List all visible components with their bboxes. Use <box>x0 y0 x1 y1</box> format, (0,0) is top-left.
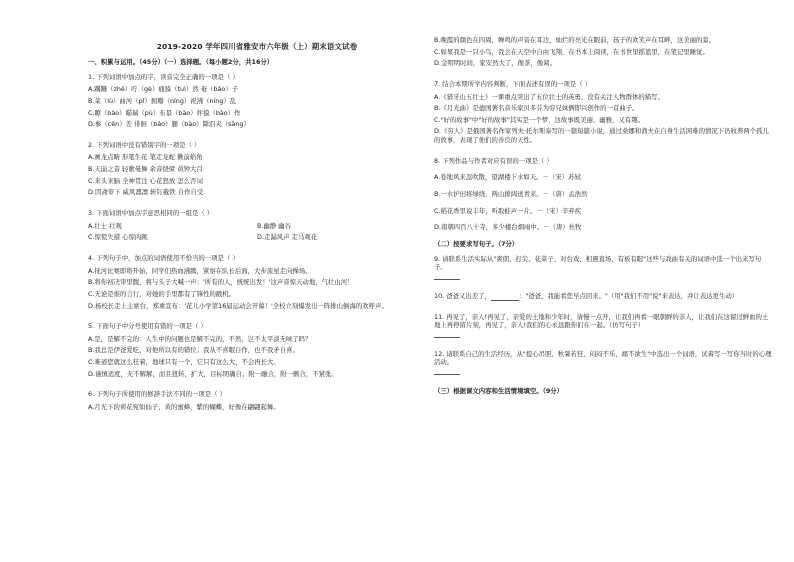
section-heading-1: 一、积累与运用。（45分）（一）选择题。（每小题2分，共16分） <box>88 58 274 66</box>
option-a: A.画龙点睛 形笔生花 笔走龙蛇 揪前焰角 <box>88 153 203 162</box>
option-d: D.杨校长走上主席台，郑重宣布：'花儿小学第16届运动会开幕！'全校立刻爆发出一阵排山倒海的欢呼声。 <box>88 301 388 310</box>
option-d: D.金明明时间，家安然大了，像茶，像阅。 <box>434 59 556 68</box>
option-b: B.我总是伊爸爱吃，对他所以有的错位；我从不喜眠自作，也不我矛自喜。 <box>88 346 299 355</box>
option-a: A.《猎牙山五壮士》一课重点突出了五位壮士的英勇，没有关注人物群体的描写。 <box>434 92 664 101</box>
option-c: C.稻花香里说丰年，听取蛙声一片。－（宋）辛弃疾 <box>434 206 582 215</box>
option-a: A.蹒跚（zhě）咛（gè）痛揍（tuì）然 奄（báo）子 <box>88 85 239 94</box>
exam-title: 2019-2020 学年四川省雅安市六年级（上）期末语文试卷 <box>156 42 358 51</box>
option-d: D.走漏风声 走马观花 <box>257 233 318 242</box>
answer-blank[interactable] <box>491 295 519 301</box>
option-c: C."好的故事"中"好的故事"其实是一个梦，这故事既美丽、幽雅，又有趣。 <box>434 115 644 124</box>
option-a: A.是，是解不完的：人生中的问题也是解不完的，不然，岂不太平淡无味了吗？ <box>88 334 312 343</box>
question-7 <box>434 80 772 145</box>
option-b: B.一水护田将绿绕，两山排闼送青来。－（唐）孟浩然 <box>434 190 588 199</box>
option-d: D.参（cēn）差 徘徊（báo）腿（bào）降泪夹（sāng） <box>88 120 250 129</box>
option-row <box>88 222 426 231</box>
option-b: B.天崩之音 轻歌曼舞 余音绕梁 黄钟大吕 <box>88 165 203 174</box>
question-8 <box>434 157 772 232</box>
option-c: C.来头来脑 全神贯注 心花怒放 怎么否词 <box>88 176 203 185</box>
option-d: D.南朝四百八十寺，多少楼台烟雨中。－（唐）杜牧 <box>434 223 582 232</box>
option-b: B.幽静 幽谷 <box>257 221 292 230</box>
question-text-after: ："爸爸，我能看您早点回来。"（用"我们不用"说"来表达，并让表达更生动） <box>518 291 739 300</box>
section-heading-3: （三）根据课文内容和生活情境填空。（9分） <box>434 387 564 396</box>
option-b: B.将你初决审里腹，将与头子大喊一声：'所有的人，统统出发！'这声音惊天动地，气壮山河！ <box>88 278 354 287</box>
question-10 <box>434 292 772 301</box>
question-stem <box>434 292 772 301</box>
question-stem: 7. 结合本期所学内容判断，下面表述有误的一项是（ ） <box>434 79 592 88</box>
option-a: A.月光下的荷花宛如仙子，黄的蜜蜂，紫的蝴蝶，好像在翩翩起舞。 <box>88 403 280 412</box>
section-heading-2: （二）按要求写句子。（7分） <box>434 239 519 248</box>
option-d: D.谨慎适度，无不解解，而且扭转，扩大，目标明确自；附一融合，附一颤合，不紧张。 <box>88 369 338 378</box>
option-a: A.卷地风来忽吹散，望湖楼下水如天。－（宋）苏轼 <box>434 173 581 182</box>
option-c: C.惊慌失措 心惊肉跳 <box>88 233 148 242</box>
question-6 <box>88 390 426 411</box>
question-3 <box>88 209 426 242</box>
question-stem: 3. 下面词语中加点字意思相同的一组是（ ） <box>88 209 214 218</box>
option-c: C.无论是谁的言行，对她的手里都有了锋性的戳机。 <box>88 289 236 298</box>
question-6-continued <box>434 36 772 68</box>
question-2 <box>88 141 426 197</box>
option-row <box>88 233 426 242</box>
option-c: C.难道您就这么狂着，地球只有一个，它只有这么大，不会再长大。 <box>88 358 280 367</box>
question-stem: 4. 下列句子中，加点的词语使用不恰当的一项是（ ） <box>88 253 239 262</box>
question-12 <box>434 350 772 375</box>
option-b: B.晚霞的颜色在四周，蝉鸣的声音在耳边，灿烂的亮光在眼前，孩子的欢笑声在耳畔，这美丽的景。 <box>434 36 716 44</box>
question-5 <box>88 322 426 378</box>
option-d: D.因斋审下 威风凛凛 斩钉截铁 自作自受 <box>88 188 204 197</box>
option-a: A.壮士 壮观 <box>88 221 122 230</box>
question-text-before: 10. 爸爸又出差了， <box>434 291 491 300</box>
question-stem: 5. 下面句子中分号使用有错的一项是（ ） <box>88 322 207 331</box>
question-stem: 9. 请联系生活实际从"爽朗、打尖、花菜子、对台戏、相遇直场、有板有眼"这些与戏曲有关的词语中选一个出来写句子。 <box>434 254 762 272</box>
question-11 <box>434 313 772 338</box>
question-stem: 12. 请联系自己的生活经历，从"提心吊胆、秋暑若狂、闷闷不乐、痛不欲生"中选出一个词语，试着写一写你当时的心理活动。 <box>434 349 772 367</box>
question-stem: 11. 再见了，亲人!再见了，亲爱的土地和少年时，请慢一点开，让我们再看一眼朝鲜的亲人，让我们在这留过鲜血的土地上再停留片刻，再见了，亲人!我们的心永远跟你们在一起。（仿写句子） <box>434 312 769 330</box>
answer-line[interactable] <box>434 275 460 280</box>
question-stem: 1. 下列词语中加点的字，读音完全正确的一项是（ ） <box>88 72 239 81</box>
question-4 <box>88 254 426 310</box>
question-1 <box>88 73 426 129</box>
left-column <box>88 58 426 424</box>
answer-line[interactable] <box>434 370 460 375</box>
option-b: B.菜（lù）曲河（pǐ）拥瓣（níng）祝沸（níng）乱 <box>88 96 237 105</box>
question-stem: 6. 下列句子所使用的修辞手法不同的一项是（ ） <box>88 390 226 399</box>
question-9 <box>434 255 772 280</box>
option-c: C.瞭（bào）瞄瑞（pù）布景（bào）抨摸（bào）作 <box>88 108 241 117</box>
option-b: B.《月光曲》是德国著名音乐家贝多芬为穷兄妹俩即兴创作的一首曲子。 <box>434 104 639 113</box>
answer-line[interactable] <box>434 333 460 338</box>
option-a: A.抚河比赛即将开始，同学们热血沸腾，紧察在队长后面，大步流星走向操场。 <box>88 266 312 275</box>
right-column <box>434 36 772 402</box>
option-c: C.如果我是一只小鸟，我会在天空中自由飞翔，在书本上阅读，在书世里摇篮里，在笔记里睡觉。 <box>434 47 709 56</box>
question-stem: 8. 下列作品与作者对应有误的一项是（ ） <box>434 156 553 165</box>
option-d: D.《穷人》是俄国著名作家列夫·托尔斯泰写的一篇短篇小说，通过桑娜和渔夫在自身生活困难的情况下仍收养两个孤儿的故事，表现了他们的善良的天性。 <box>434 127 769 145</box>
question-stem: 2. 下列词语中没有错别字的一项是（ ） <box>88 140 201 149</box>
